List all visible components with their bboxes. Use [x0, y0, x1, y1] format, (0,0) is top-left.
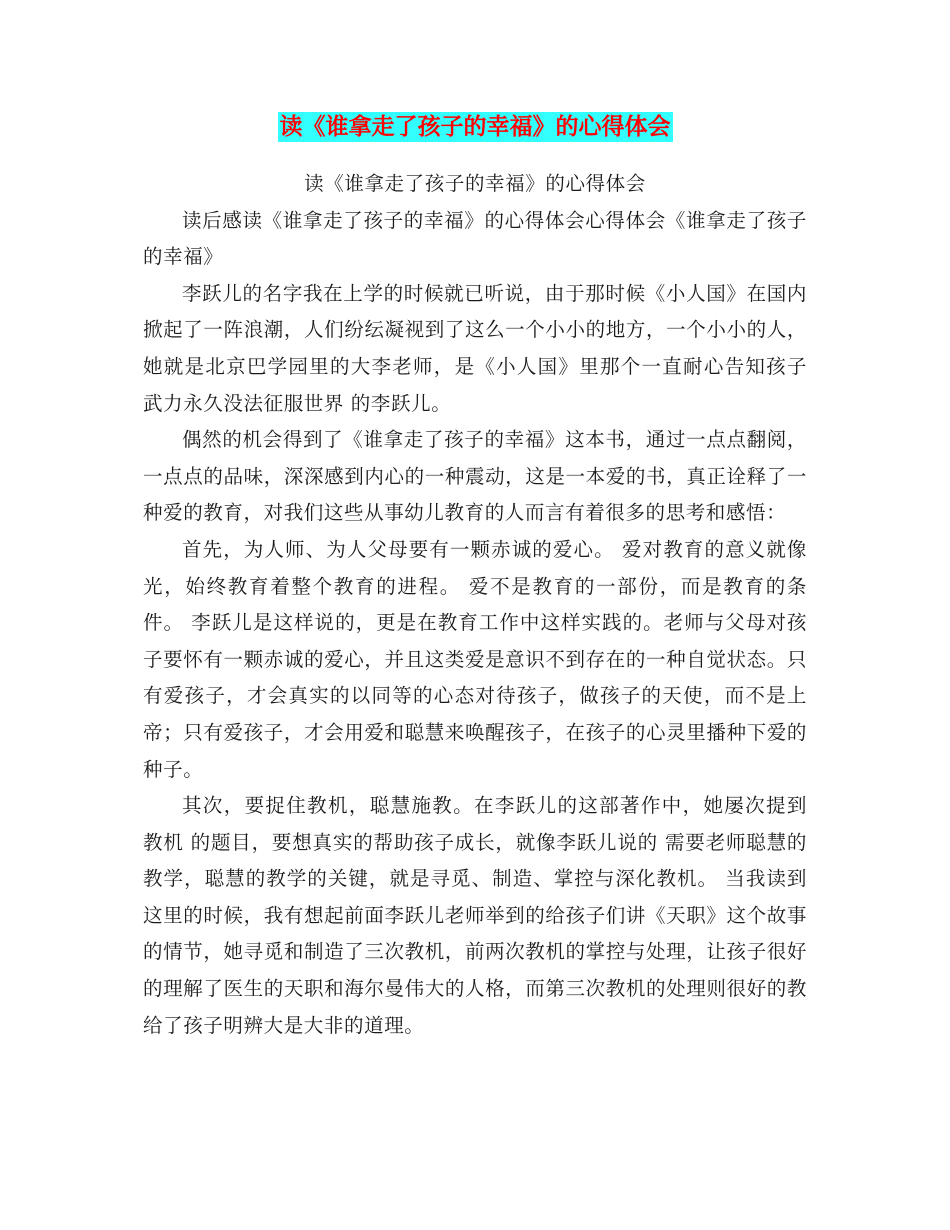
document-subtitle: 读《谁拿走了孩子的幸福》的心得体会 [304, 172, 646, 195]
document-title: 读《谁拿走了孩子的幸福》的心得体会 [279, 114, 671, 140]
paragraph-second-point: 其次，要捉住教机，聪慧施教。在李跃儿的这部著作中，她屡次提到 教机 的题目，要想真实的帮助孩子成长，就像李跃儿说的 需要老师聪慧的教学，聪慧的教学的关键，就是寻觅、制造、掌控与深化教机。 当我读到这里的时候，我有想起前面李跃儿老师举到的给孩子们讲《天职》这个故事的情节，她寻觅和制造了三次教机，前两次教机的掌控与处理，让孩子很好的理解了医生的天职和海尔曼伟大的人格，而第三次教机的处理则很好的教给了孩子明辨大是大非的道理。 [143, 794, 807, 1037]
paragraph-author: 李跃儿的名字我在上学的时候就已听说，由于那时候《小人国》在国内掀起了一阵浪潮，人们纷纭凝视到了这么一个小小的地方，一个小小的人，她就是北京巴学园里的大李老师，是《小人国》里那个一直耐心告知孩子 武力永久没法征服世界 的李跃儿。 [143, 281, 807, 415]
title-container [0, 112, 950, 142]
paragraph-book: 偶然的机会得到了《谁拿走了孩子的幸福》这本书，通过一点点翻阅，一点点的品味，深深感到内心的一种震动，这是一本爱的书，真正诠释了一种爱的教育，对我们这些从事幼儿教育的人而言有着很多的思考和感悟： [143, 428, 807, 525]
paragraph-first-point: 首先，为人师、为人父母要有一颗赤诚的爱心。 爱对教育的意义就像光，始终教育着整个教育的进程。 爱不是教育的一部份，而是教育的条件。 李跃儿是这样说的，更是在教育工作中这样实践的。老师与父母对孩子要怀有一颗赤诚的爱心，并且这类爱是意识不到存在的一种自觉状态。只有爱孩子，才会真实的以同等的心态对待孩子，做孩子的天使，而不是上帝；只有爱孩子，才会用爱和聪慧来唤醒孩子，在孩子的心灵里播种下爱的种子。 [143, 537, 807, 781]
paragraph-intro: 读后感读《谁拿走了孩子的幸福》的心得体会心得体会《谁拿走了孩子的幸福》 [143, 208, 807, 269]
document-body [143, 166, 807, 1044]
